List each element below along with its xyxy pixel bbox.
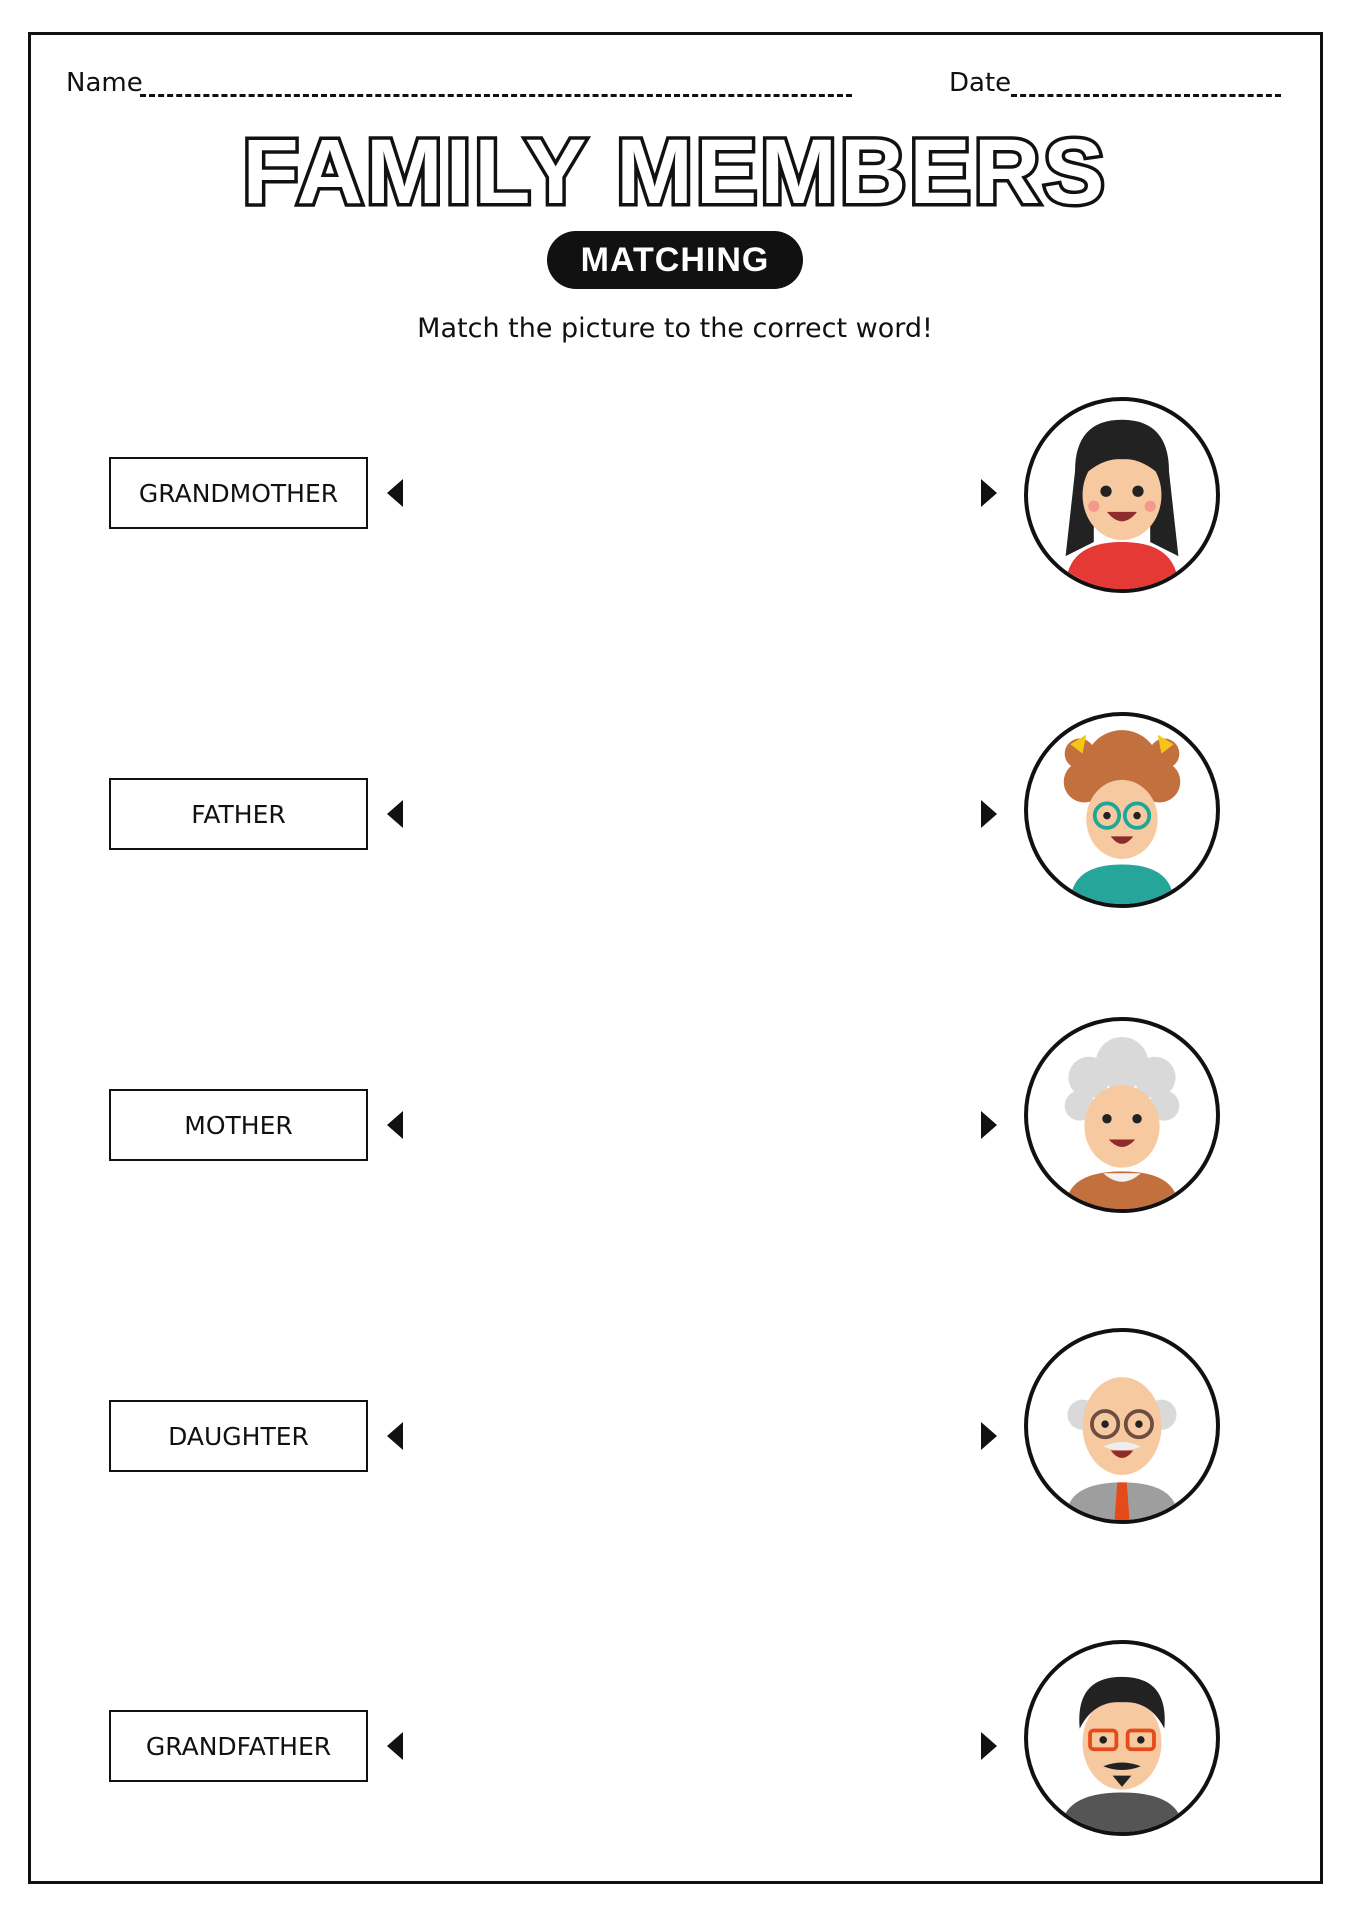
subtitle-badge: MATCHING bbox=[547, 231, 803, 289]
instructions: Match the picture to the correct word! bbox=[417, 313, 933, 344]
name-label: Name bbox=[66, 68, 143, 98]
left-arrow-icon bbox=[387, 1111, 403, 1139]
left-arrow-icon bbox=[387, 1422, 403, 1450]
word-box-grandfather[interactable]: GRANDFATHER bbox=[109, 1710, 368, 1782]
grandfather-icon bbox=[1028, 1332, 1216, 1520]
word-box-grandmother[interactable]: GRANDMOTHER bbox=[109, 457, 368, 529]
picture-grandfather[interactable] bbox=[1024, 1328, 1220, 1524]
name-field[interactable] bbox=[140, 76, 852, 97]
grandmother-icon bbox=[1028, 1021, 1216, 1209]
word-box-mother[interactable]: MOTHER bbox=[109, 1089, 368, 1161]
father-icon bbox=[1028, 1644, 1216, 1832]
right-arrow-icon bbox=[981, 800, 997, 828]
right-arrow-icon bbox=[981, 1732, 997, 1760]
left-arrow-icon bbox=[387, 1732, 403, 1760]
word-box-daughter[interactable]: DAUGHTER bbox=[109, 1400, 368, 1472]
date-label: Date bbox=[949, 68, 1012, 98]
curly-haired-girl-icon bbox=[1028, 716, 1216, 904]
picture-girl[interactable] bbox=[1024, 397, 1220, 593]
left-arrow-icon bbox=[387, 800, 403, 828]
right-arrow-icon bbox=[981, 479, 997, 507]
left-arrow-icon bbox=[387, 479, 403, 507]
date-field[interactable] bbox=[1011, 76, 1281, 97]
word-box-father[interactable]: FATHER bbox=[109, 778, 368, 850]
right-arrow-icon bbox=[981, 1422, 997, 1450]
picture-grandmother[interactable] bbox=[1024, 1017, 1220, 1213]
worksheet-border bbox=[28, 32, 1323, 1884]
right-arrow-icon bbox=[981, 1111, 997, 1139]
page-title: FAMILY MEMBERS bbox=[242, 121, 1108, 223]
girl-icon bbox=[1028, 401, 1216, 589]
picture-curly-haired-girl[interactable] bbox=[1024, 712, 1220, 908]
picture-father[interactable] bbox=[1024, 1640, 1220, 1836]
